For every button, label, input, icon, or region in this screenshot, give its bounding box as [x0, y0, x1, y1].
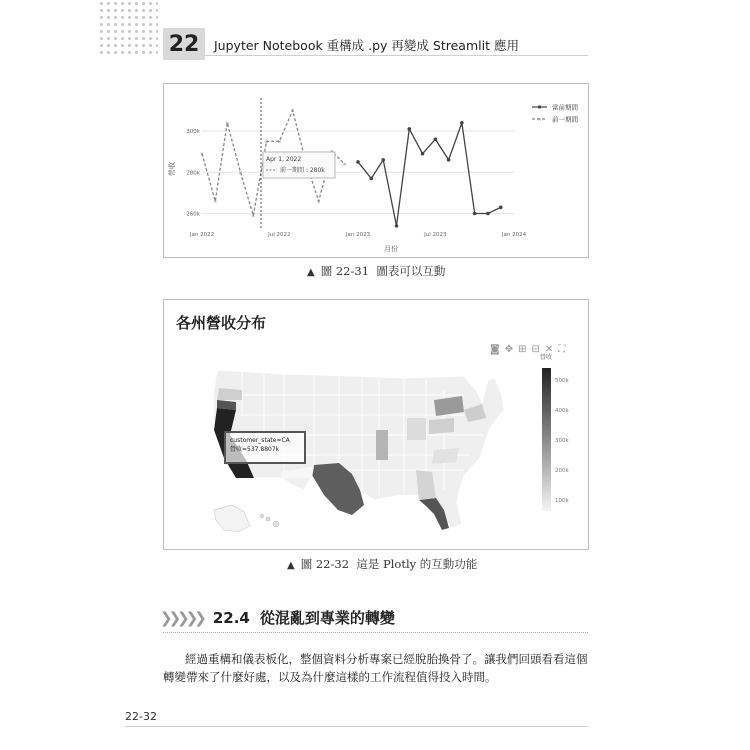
decorative-dots: [98, 0, 158, 58]
data-point-current: [499, 206, 503, 210]
data-point-current: [369, 177, 373, 181]
data-point-previous: ✕: [199, 151, 205, 158]
header-rule: [205, 55, 588, 56]
section-number: 22.4: [212, 608, 250, 627]
hover-date: Apr 1, 2022: [266, 156, 302, 163]
hover-tooltip: [263, 152, 335, 178]
state-alaska[interactable]: [214, 505, 250, 532]
footer-rule: [125, 726, 588, 727]
state-illinois[interactable]: [376, 430, 388, 460]
map-figure: [163, 299, 589, 550]
figure2-caption: [287, 556, 477, 572]
section-heading: [160, 607, 395, 628]
series-line-current: [358, 123, 501, 226]
figure1-caption: [307, 263, 445, 279]
data-point-current: [460, 121, 464, 125]
colorbar-tick: 400k: [555, 408, 569, 414]
line-chart-figure: [163, 83, 589, 258]
data-point-current: [395, 224, 399, 228]
y-tick-label: 260k: [186, 211, 200, 218]
data-point-current: [421, 152, 425, 156]
data-point-previous: ✕: [238, 170, 243, 177]
data-point-previous: ✕: [290, 108, 295, 115]
line-chart[interactable]: [164, 84, 588, 257]
state-hawaii[interactable]: [260, 514, 279, 527]
autoscale-icon[interactable]: ✕: [544, 344, 559, 355]
figure1-caption-text: 圖表可以互動: [376, 264, 446, 278]
colorbar-tick: 100k: [555, 498, 569, 504]
pan-icon[interactable]: ✥: [504, 344, 519, 355]
data-point-current: [447, 158, 451, 162]
hover-value: 前一期間 : 280k: [280, 167, 325, 174]
page-number: 22-32: [125, 710, 157, 723]
data-point-previous: ✕: [264, 139, 269, 146]
x-tick-label: Jan 2022: [189, 232, 215, 238]
colorbar-title: 營收: [540, 354, 553, 361]
y-tick-label: 300k: [186, 129, 200, 135]
camera-icon[interactable]: ◙: [490, 344, 505, 355]
caption-triangle-icon: ▲: [287, 560, 295, 571]
legend[interactable]: [532, 103, 579, 124]
data-point-current: [381, 158, 385, 162]
x-tick-label: Jul 2022: [268, 232, 291, 238]
chapter-number: 22: [163, 28, 205, 60]
map-hover-value: 營收=537.8807k: [230, 446, 280, 453]
map-hover-tooltip: [224, 431, 306, 464]
map-title: 各州營收分布: [176, 314, 267, 332]
y-tick-label: 280k: [186, 170, 200, 177]
state-washington[interactable]: [217, 388, 242, 400]
figure2-caption-text: 這是 Plotly 的互動功能: [356, 557, 478, 571]
x-tick-label: Jul 2023: [424, 232, 447, 238]
colorbar-tick: 300k: [555, 438, 569, 444]
section-rule: [163, 632, 588, 633]
colorbar-tick: 200k: [555, 468, 569, 474]
state-virginia[interactable]: [432, 448, 459, 464]
legend-marker-previous: ✕: [537, 117, 542, 123]
figure2-caption-number: 圖 22-32: [300, 557, 350, 571]
data-point-previous: ✕: [213, 199, 218, 206]
data-point-current: [486, 212, 490, 216]
zoom-in-icon[interactable]: ⊞: [518, 344, 532, 355]
reset-icon[interactable]: ⛶: [558, 344, 571, 355]
legend-label-previous: 前一期間: [552, 115, 578, 124]
data-point-previous: ✕: [316, 199, 321, 206]
map-hover-state: customer_state=CA: [230, 437, 290, 444]
data-point-current: [407, 127, 411, 131]
legend-label-current: 當前期間: [552, 103, 578, 112]
data-point-current: [434, 137, 438, 141]
data-point-previous: ✕: [277, 139, 282, 146]
x-axis-title: 月份: [384, 245, 398, 253]
chapter-title: Jupyter Notebook 重構成 .py 再變成 Streamlit 應用: [214, 38, 519, 53]
state-pennsylvania[interactable]: [429, 418, 454, 434]
x-tick-label: Jan 2023: [345, 232, 371, 238]
data-point-previous: ✕: [342, 162, 347, 168]
us-map[interactable]: [164, 300, 588, 549]
data-point-current: [356, 160, 360, 164]
state-ohio[interactable]: [407, 418, 426, 440]
data-point-previous: ✕: [251, 213, 256, 220]
data-point-current: [473, 212, 477, 216]
section-title: 從混亂到專業的轉變: [259, 609, 395, 627]
figure1-caption-number: 圖 22-31: [320, 264, 370, 278]
colorbar-tick: 500k: [555, 378, 569, 384]
y-axis-title: 營收: [168, 162, 176, 176]
data-point-previous: ✕: [225, 120, 230, 127]
chevrons-icon: ❯❯❯❯❯: [160, 608, 203, 627]
x-tick-label: Jan 2024: [501, 232, 527, 238]
caption-triangle-icon: ▲: [307, 267, 315, 278]
zoom-out-icon[interactable]: ⊟: [531, 344, 545, 355]
body-paragraph: 經過重構和儀表板化，整個資料分析專案已經脫胎換骨了。讓我們回頭看看這個轉變帶來了什麼好處，以及為什麼這樣的工作流程值得投入時間。: [163, 652, 588, 684]
